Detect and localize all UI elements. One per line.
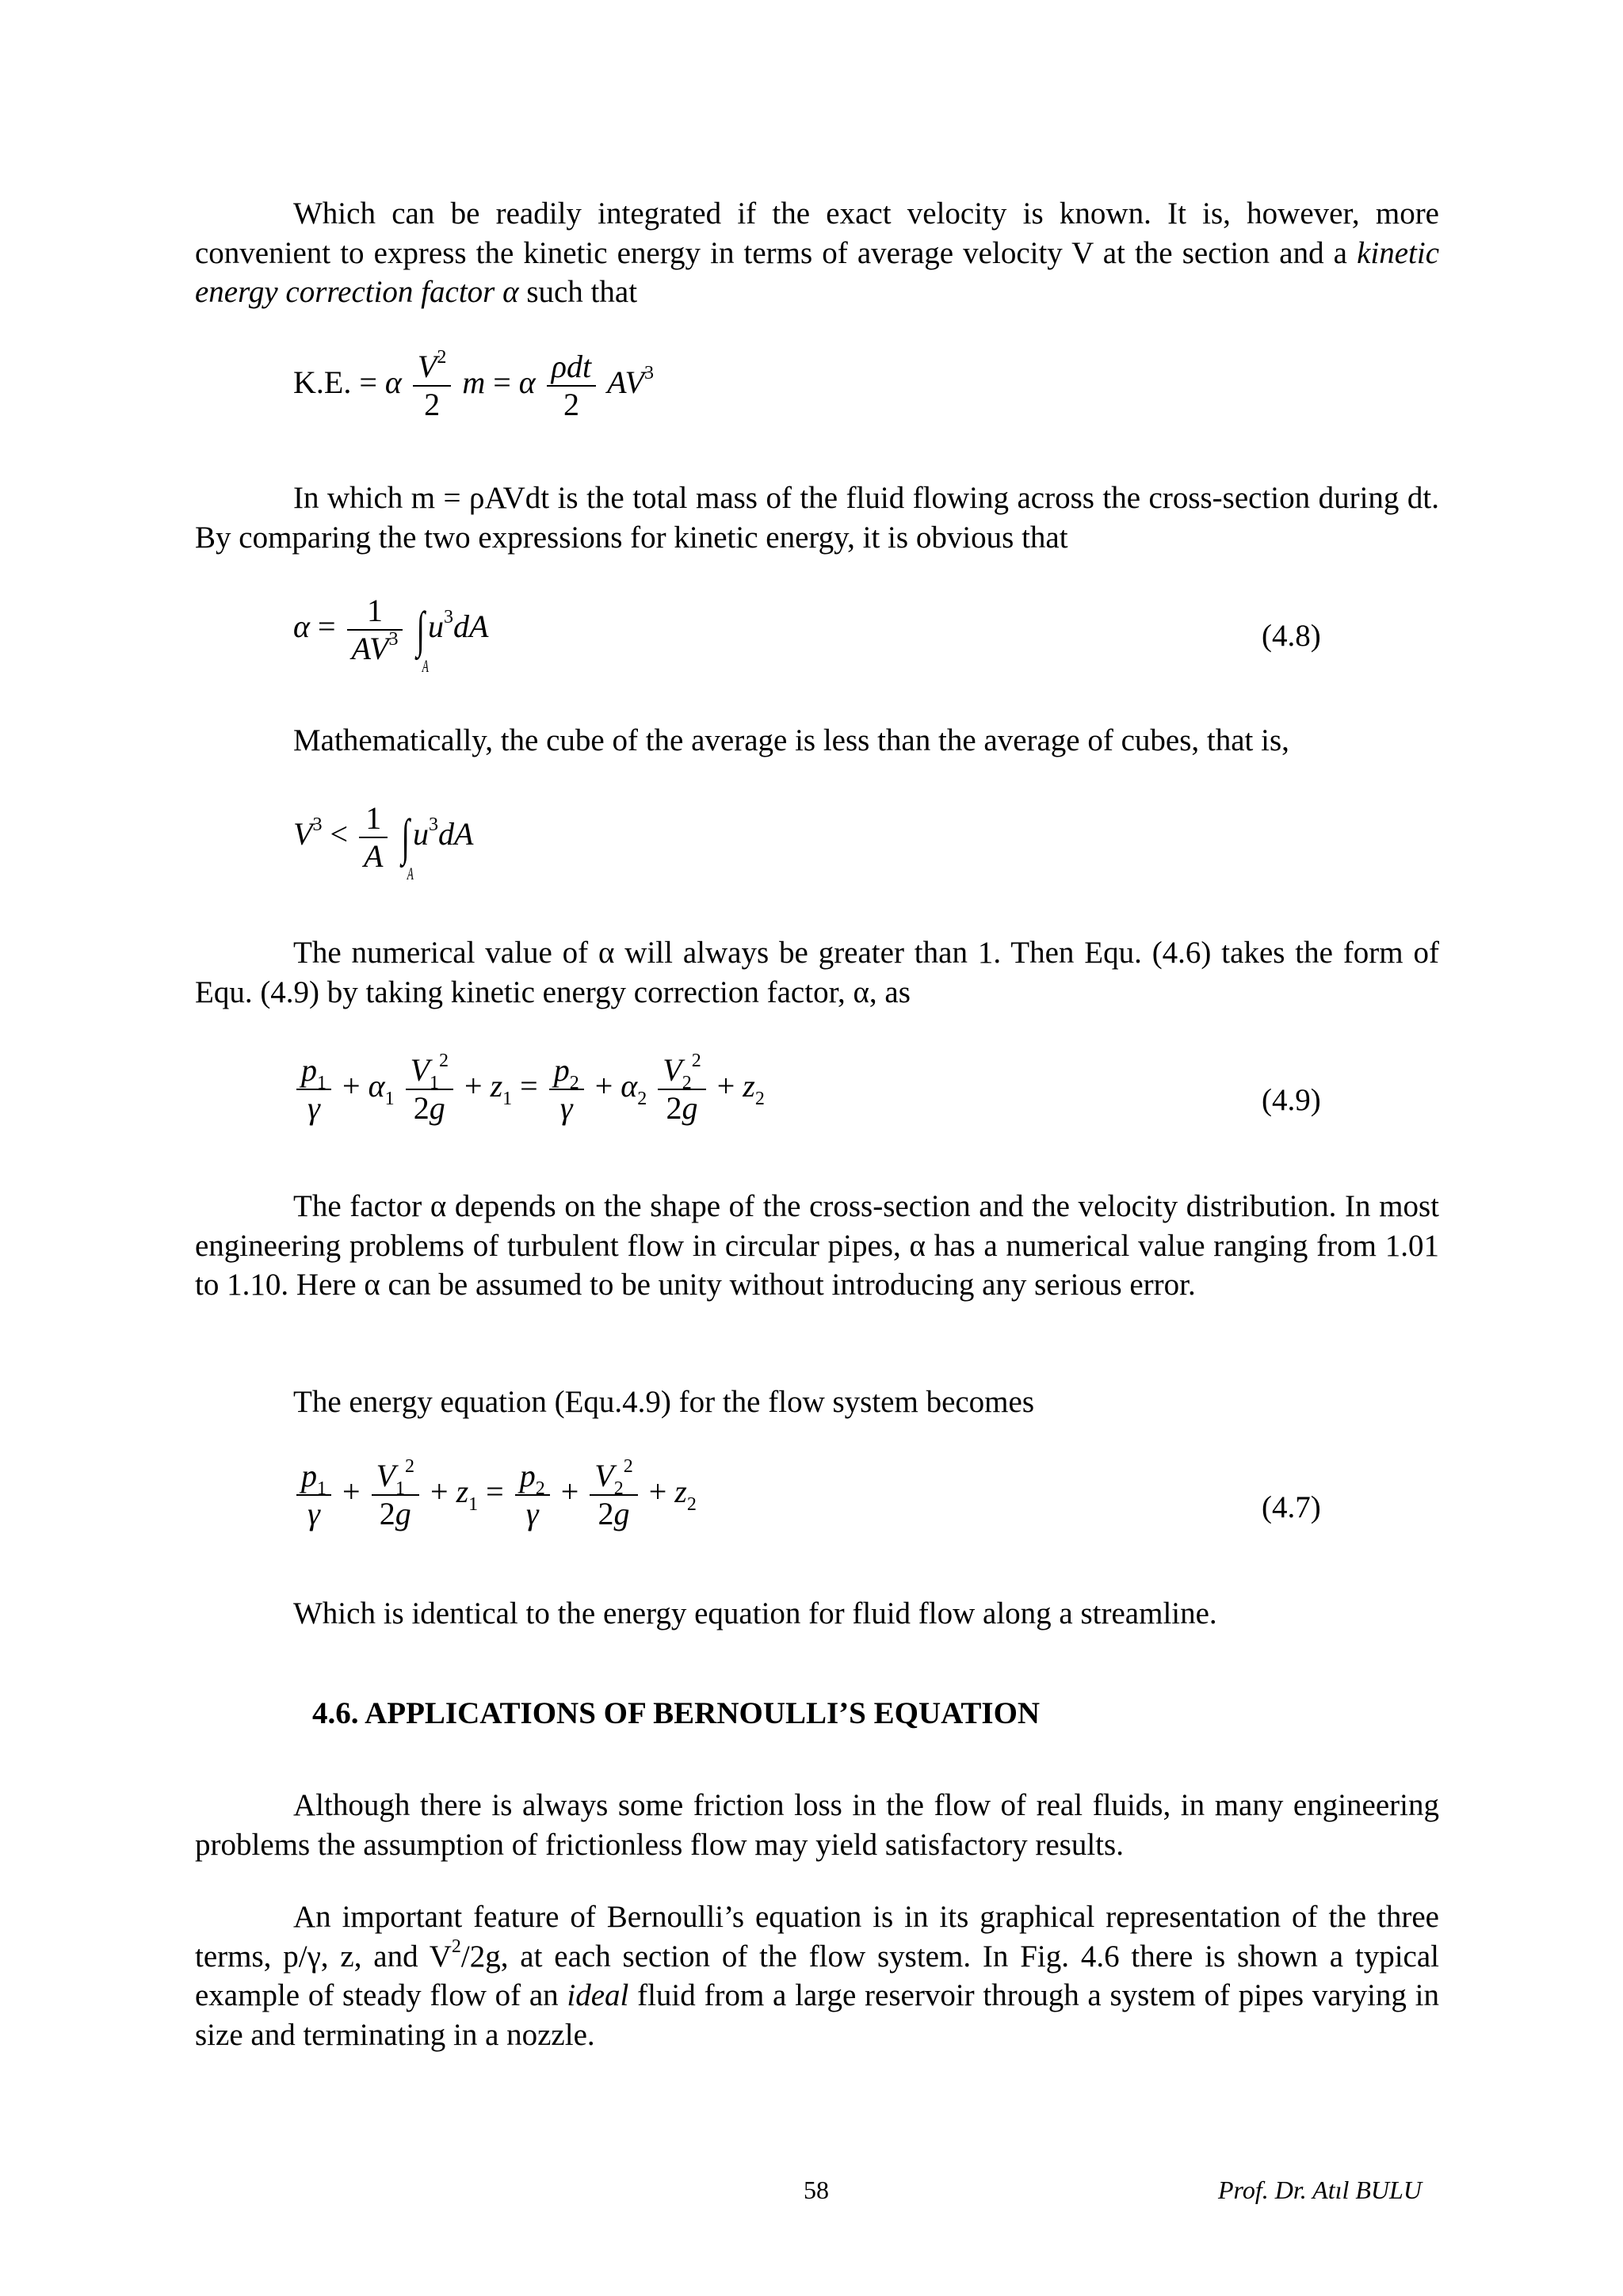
paragraph-2: In which m = ρAVdt is the total mass of the fluid flowing across the cross-section during dt. By comparing the two expressions for kinetic energy, it is obvious that	[195, 481, 1439, 555]
equation-number-4-9: (4.9)	[1262, 1083, 1321, 1117]
equation-4-7: $\frac{p_1}{\gamma}$ + $\frac{V_1^2}{2g}$ + $z_1$ = $\frac{p_2}{\gamma}$ + $\frac{V_2^2}{2g}$ + $z_2$	[293, 1458, 697, 1532]
paragraph-1	[195, 194, 1439, 312]
equation-number-4-8: (4.8)	[1262, 619, 1321, 653]
equation-4-9: $\frac{p_1}{\gamma}$ + $\alpha_1$ $\frac{V_1^2}{2g}$ + $z_1$ = $\frac{p_2}{\gamma}$ + $\alpha_2$ $\frac{V_2^2}{2g}$ + $z_2$	[293, 1052, 765, 1127]
equation-number-4-7: (4.7)	[1262, 1490, 1321, 1524]
cube-inequality: $V^3$ < $\frac{1}{A}$ ∫ A $u^3dA$	[293, 800, 474, 883]
paragraph-9-text-2: /2g, at each section of the flow system. In Fig. 4.6 there is shown a typical example of steady flow of an	[195, 1939, 1439, 2012]
paragraph-8: Although there is always some friction loss in the flow of real fluids, in many engineering problems the assumption of frictionless flow may yield satisfactory results.	[195, 1788, 1439, 1862]
paragraph-9-text: An important feature of Bernoulli’s equation is in its graphical representation of the three terms, p/γ, z, and V	[195, 1900, 1439, 1974]
paragraph-1-italic: kinetic energy correction factor α	[195, 235, 1439, 309]
paragraph-3: Mathematically, the cube of the average is less than the average of cubes, that is,	[293, 723, 1289, 757]
page-number: 58	[804, 2176, 829, 2204]
paragraph-5: The factor α depends on the shape of the cross-section and the velocity distribution. In most engineering problems of turbulent flow in circular pipes, α has a numerical value ranging from 1.01 to 1.10. Here α can be assumed to be unity without introducing any serious error.	[195, 1189, 1439, 1302]
paragraph-1-end: such that	[518, 275, 638, 309]
paragraph-9-superscript: 2	[451, 1936, 461, 1957]
paragraph-9-italic: ideal	[567, 1978, 629, 2012]
paragraph-4: The numerical value of α will always be greater than 1. Then Equ. (4.6) takes the form of Equ. (4.9) by taking kinetic energy correction factor, α, as	[195, 936, 1439, 1009]
section-heading: 4.6. APPLICATIONS OF BERNOULLI’S EQUATION	[312, 1696, 1041, 1730]
ke-label: K.E.	[293, 364, 352, 401]
kinetic-energy-equation: K.E. = α $\frac{V^2}{2}$ m = α $\frac{\text{ρdt}}{2}$ $AV^3$	[293, 347, 654, 422]
paragraph-9-end: fluid from a large reservoir through a system of pipes varying in size and terminating in a nozzle.	[195, 1978, 1439, 2052]
paragraph-1-text: Which can be readily integrated if the exact velocity is known. It is, however, more convenient to express the kinetic energy in terms of average velocity V at the section and a	[195, 196, 1439, 270]
equation-4-8: α = $\frac{1}{AV^3}$ ∫ A $u^3dA$	[293, 593, 489, 676]
author-credit: Prof. Dr. Atıl BULU	[1218, 2176, 1422, 2204]
paragraph-7: Which is identical to the energy equation for fluid flow along a streamline.	[293, 1596, 1217, 1630]
paragraph-9	[195, 1897, 1439, 2054]
paragraph-6: The energy equation (Equ.4.9) for the flow system becomes	[293, 1385, 1035, 1419]
